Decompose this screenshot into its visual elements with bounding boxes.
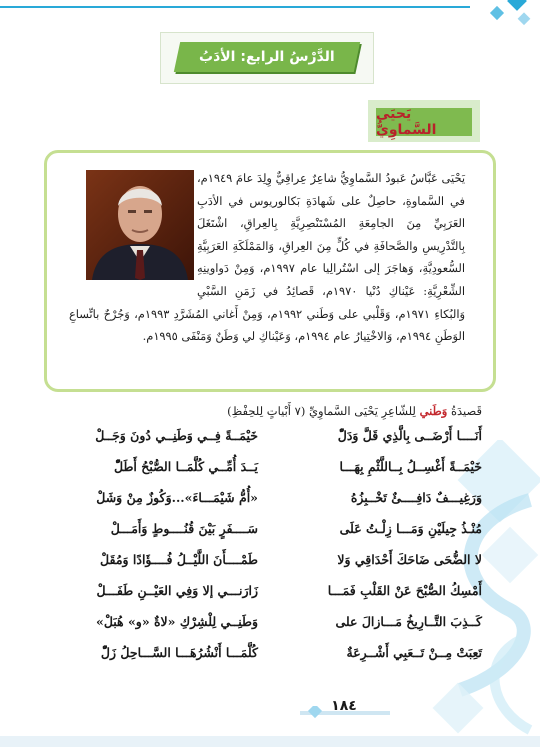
verse-second-hemistich: كُلَّمَـــا أَنْشُرُهَـــا السَّـــاحِلُ زَلّْ xyxy=(100,645,258,660)
biography-text: يَحْيَى عَبَّاسُ عَبودُ السَّماوِيُّ شاعِرٌ عِراقِيٌّ وِلِدَ عامَ ١٩٤٩م، في السَّماوةِ، حاصِلٌ على شَهادَةِ بَكالوريوس في الأدَبِ العَرَبِيِّ مِنَ الجامِعَةِ المُسْتَنْصِرِيَّةِ بِالعِراقِ، اشْتَغَلَ بِالتَّدْرِيسِ والصَّحافَةِ في كُلٍّ مِنَ العِراقِ، وَالمَمْلَكَةِ العَرَبِيَّةِ السُّعودِيَّةِ، وَهاجَرَ إلى اسْتُرالِيا عام ١٩٩٧م، وَمِنْ دَواوينِهِ الشِّعْرِيَّةِ: عَيْناكِ دُنْيا ١٩٧٠م، قَصائِدُ في زَمَنِ السَّبْيِ وَالبُكاءِ ١٩٧١م، وَقَلْبي على وَطَني ١٩٩٢م، وَمِنْ أَغاني المُشَرَّدِ ١٩٩٣م، وَجُرْحٌ باتِّساعِ الوَطَنِ ١٩٩٤م، وَالاخْتِيارُ عام ١٩٩٤م، وَعَيْناكِ لي وَطَنٌ وَمَنْفَى ١٩٩٥م. xyxy=(69,171,466,344)
verse-line xyxy=(54,645,482,676)
poem-intro-prefix: قَصيدَةُ xyxy=(450,404,482,418)
poet-name-tag xyxy=(368,100,480,142)
lesson-title-plate xyxy=(174,42,360,72)
verse-second-hemistich: يَــدَ أُمِّــي كُلَّمَــا الصُّبْحُ أَطَلّْ xyxy=(114,459,258,474)
verse-first-hemistich: لا الضُّحَى ضَاحَكَ أَحْدَاقِي وَلا xyxy=(337,552,482,567)
verse-first-hemistich: كَــذِبَ التَّــارِيخُ مَـــازالَ على xyxy=(335,614,482,629)
poet-name-plate xyxy=(376,108,472,136)
verse-second-hemistich: زَارَنـــي إلا وَفِي العَيْــنِ طَفَـــلْ xyxy=(96,583,258,598)
poem-title: وَطَني xyxy=(419,404,448,418)
page-number: ١٨٤ xyxy=(331,698,357,714)
verse-second-hemistich: خَيْمَــةً فِــي وَطَنِــي دُونَ وَجَــلْ xyxy=(95,428,258,443)
lesson-banner xyxy=(160,32,374,84)
verse-line xyxy=(54,552,482,583)
biography-text-block xyxy=(69,167,465,348)
verse-line xyxy=(54,490,482,521)
verse-first-hemistich: خَيْمَــةً أَغْسِــلُ بِــاللَّثْمِ بِهَـــا xyxy=(339,459,482,474)
verse-first-hemistich: أَنَــــا أَرْضَــى بِالَّذِي قَلَّ وَدَلّْ xyxy=(337,428,482,443)
verse-line xyxy=(54,583,482,614)
verse-first-hemistich: مُنْـذُ جِيلَيْنِ وَمَـــا زِلْـتُ عَلَى xyxy=(339,521,482,536)
bottom-band xyxy=(0,736,540,747)
verse-second-hemistich: «أُمُّ شَيْمَـــاءَ»...وَكُوزٌ مِنْ وَشَلْ xyxy=(96,490,258,505)
verse-first-hemistich: أَمْسِكُ الصُّبْحَ عَنْ القَلْبِ فَمَـــا xyxy=(327,583,482,598)
verse-line xyxy=(54,428,482,459)
top-rule xyxy=(0,6,470,8)
lesson-title: الدَّرْسُ الرابع: الأدَبُ xyxy=(199,49,335,65)
biography-box xyxy=(44,150,496,392)
verse-first-hemistich: تَعِبَتْ مِــنْ تَــعَبِي أَشْــرِعَةٌ xyxy=(346,645,482,660)
verse-second-hemistich: طَمْــــأَنَ اللَّيْــلُ فُــــؤَادًا وَمُقَلْ xyxy=(100,552,258,567)
poem-intro xyxy=(54,404,482,418)
verse-line xyxy=(54,459,482,490)
verse-line xyxy=(54,614,482,645)
verse-line xyxy=(54,521,482,552)
verse-second-hemistich: وَطَنِــي لِلْشِرْكِ «لاةٌ «و» هُبَلْ» xyxy=(96,614,258,629)
poem-verses xyxy=(54,428,482,676)
corner-ornament-icon xyxy=(470,0,540,40)
verse-first-hemistich: وَرَغِيـــفٌ دَافِــــئٌ تَخْــبِزُهُ xyxy=(350,490,482,505)
verse-second-hemistich: سَــــفَرٍ بَيْنَ قُنُــــوطٍ وَأَمَـــلْ xyxy=(110,521,258,536)
poem-intro-suffix: لِلشّاعِرِ يَحْيَى السَّماوِيِّ (٧ أَبْياتٍ لِلحِفْظِ) xyxy=(227,404,416,418)
portrait-spacer xyxy=(69,167,197,281)
poet-name: يَحيَى السَّماوِيُّ xyxy=(376,106,437,138)
